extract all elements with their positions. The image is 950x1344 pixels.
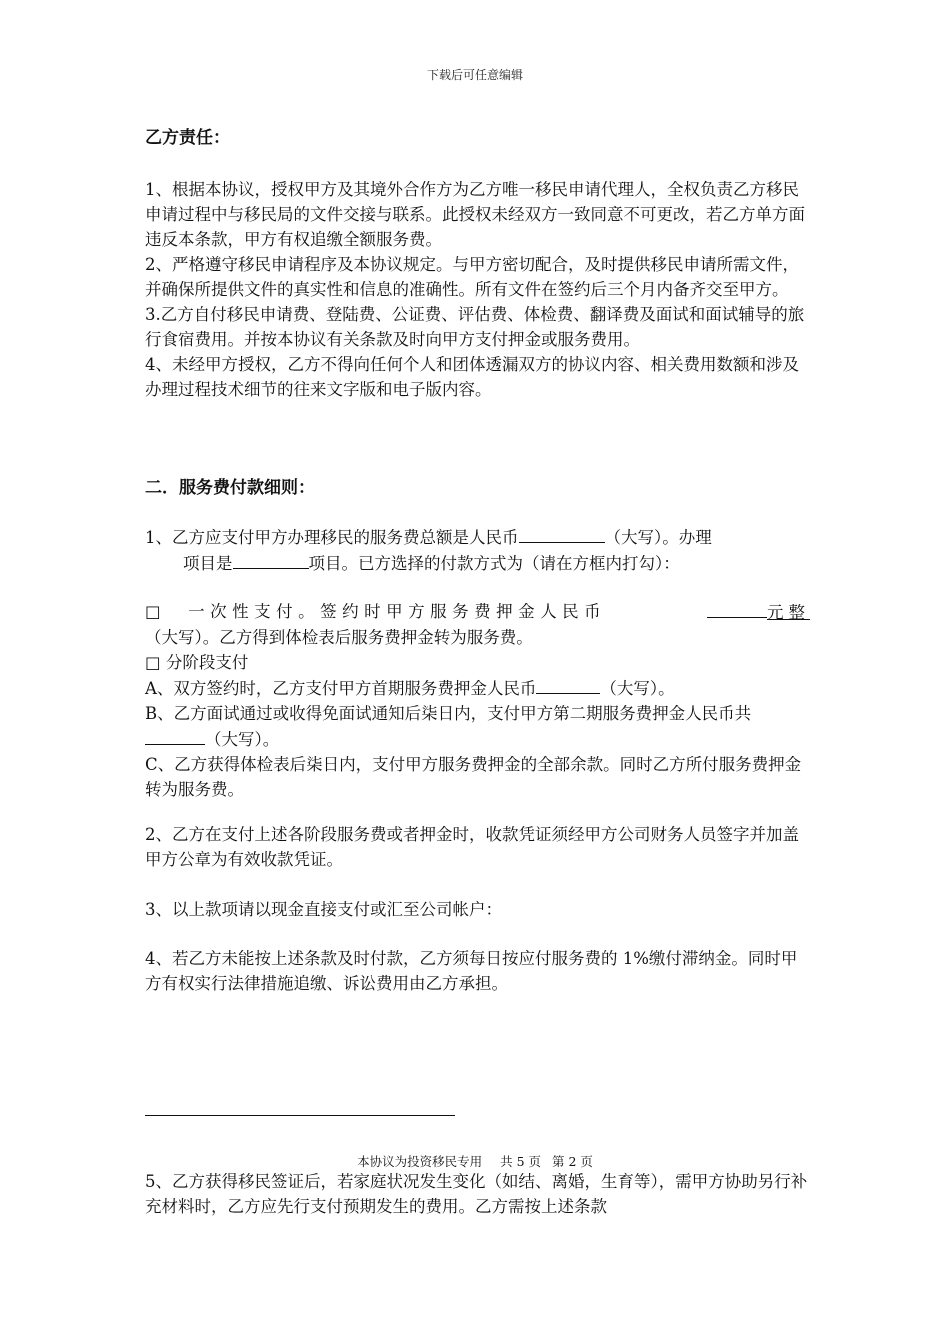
item-2: 2、乙方在支付上述各阶段服务费或者押金时，收款凭证须经甲方公司财务人员签字并加盖甲方公章为有效收款凭证。 bbox=[145, 825, 799, 869]
stage-a-amount-blank[interactable] bbox=[536, 675, 600, 694]
item-3: 3、以上款项请以现金直接支付或汇至公司帐户： bbox=[145, 900, 502, 919]
item-5: 5、乙方获得移民签证后，若家庭状况发生变化（如结、离婚，生育等），需甲方协助另行补充材料时，乙方应先行支付预期发生的费用。乙方需按上述条款 bbox=[145, 1172, 808, 1216]
footer-note: 本协议为投资移民专用 bbox=[357, 1154, 483, 1169]
option-one-time: □ 一次性支付。签约时甲方服务费押金人民币 元整 bbox=[145, 599, 810, 625]
footer-total-pages: 共 5 页 bbox=[500, 1154, 541, 1169]
page-header: 下载后可任意编辑 bbox=[426, 68, 523, 82]
fee-item-1 bbox=[145, 524, 810, 576]
stage-b: B、乙方面试通过或收得免面试通知后柒日内，支付甲方第二期服务费押金人民币共（大写）。 bbox=[145, 704, 752, 749]
item-4: 4、若乙方未能按上述条款及时付款，乙方须每日按应付服务费的 1%缴付滞纳金。同时甲方有权实行法律措施追缴、诉讼费用由乙方承担。 bbox=[145, 949, 798, 993]
fee-total-line: 1、乙方应支付甲方办理移民的服务费总额是人民币 （大写）。办理 bbox=[145, 524, 810, 550]
fee-item-4 bbox=[145, 946, 810, 996]
section-title: 二．服务费付款细则： bbox=[145, 478, 315, 498]
stage-b-amount-blank[interactable] bbox=[145, 726, 205, 745]
project-name-blank[interactable] bbox=[233, 550, 309, 569]
stage-c: C、乙方获得体检表后柒日内，支付甲方服务费押金的全部余款。同时乙方所付服务费押金转为服务费。 bbox=[145, 755, 802, 799]
one-time-amount-blank[interactable] bbox=[707, 599, 767, 618]
section-title: 乙方责任： bbox=[145, 128, 230, 148]
project-line: 项目是 项目。已方选择的付款方式为（请在方框内打勾）： bbox=[145, 550, 810, 576]
party-b-clauses bbox=[145, 177, 810, 402]
option-one-time-note: （大写）。乙方得到体检表后服务费押金转为服务费。 bbox=[145, 628, 533, 647]
clause-4: 4、未经甲方授权，乙方不得向任何个人和团体透漏双方的协议内容、相关费用数额和涉及办理过程技术细节的往来文字版和电子版内容。 bbox=[145, 355, 799, 399]
continuation-text bbox=[145, 1169, 810, 1219]
fee-item-3 bbox=[145, 897, 810, 922]
clause-1: 1、根据本协议，授权甲方及其境外合作方为乙方唯一移民申请代理人，全权负责乙方移民申请过程中与移民局的文件交接与联系。此授权未经双方一致同意不可更改，若乙方单方面违反本条款，甲方有权追缴全额服务费。 bbox=[145, 180, 805, 249]
stage-a: A、双方签约时，乙方支付甲方首期服务费押金人民币 （大写）。 bbox=[145, 675, 810, 701]
page-footer bbox=[0, 1152, 950, 1170]
fee-item-2 bbox=[145, 822, 810, 872]
clause-3: 3.乙方自付移民申请费、登陆费、公证费、评估费、体检费、翻译费及面试和面试辅导的旅行食宿费用。并按本协议有关条款及时向甲方支付押金或服务费用。 bbox=[145, 305, 805, 349]
option-installment[interactable]: □ 分阶段支付 bbox=[145, 653, 249, 672]
footnote-separator bbox=[145, 1115, 455, 1116]
footer-page-number: 第 2 页 bbox=[551, 1154, 593, 1169]
party-b-responsibilities bbox=[145, 126, 810, 151]
fee-amount-blank[interactable] bbox=[519, 524, 605, 543]
clause-2: 2、严格遵守移民申请程序及本协议规定。与甲方密切配合，及时提供移民申请所需文件，并确保所提供文件的真实性和信息的准确性。所有文件在签约后三个月内备齐交至甲方。 bbox=[145, 255, 799, 299]
payment-options bbox=[145, 599, 810, 802]
section-2-heading bbox=[145, 476, 810, 501]
one-time-checkbox[interactable]: □ 一次性支付。签约时甲方服务费押金人民币 bbox=[145, 602, 607, 621]
